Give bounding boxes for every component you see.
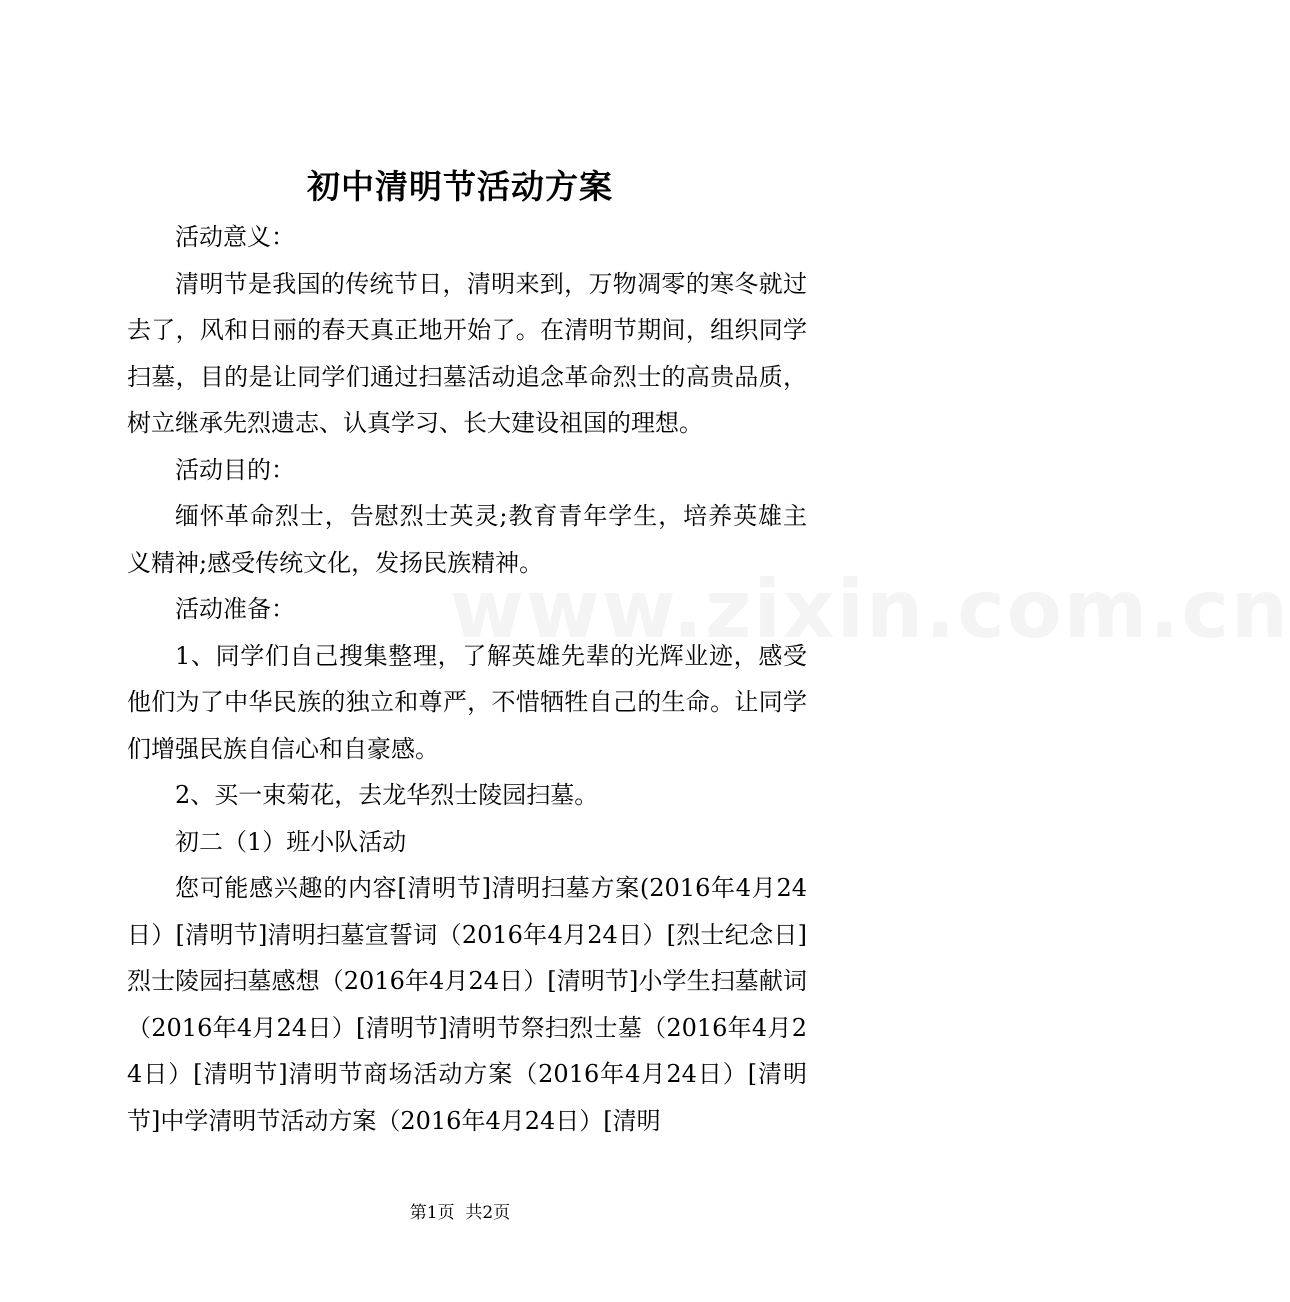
- paragraph-significance-heading: 活动意义：: [175, 223, 295, 251]
- page-footer: [0, 1198, 920, 1228]
- page-total: 共2页: [465, 1203, 511, 1223]
- page-number: 第1页: [409, 1203, 455, 1223]
- paragraph-preparation-2: 2、买一束菊花，去龙华烈士陵园扫墓。: [175, 781, 599, 809]
- paragraph-significance: 清明节是我国的传统节日，清明来到，万物凋零的寒冬就过去了，风和日丽的春天真正地开始了。在清明节期间，组织同学扫墓，目的是让同学们通过扫墓活动追念革命烈士的高贵品质，树立继承先烈遗志、认真学习、长大建设祖国的理想。: [127, 269, 807, 437]
- watermark-text: www.zixin.com.cn: [450, 563, 1290, 656]
- paragraph-class-activity: 初二（1）班小队活动: [175, 827, 407, 856]
- paragraph-purpose-heading: 活动目的：: [175, 455, 295, 484]
- document-body: [127, 214, 807, 1144]
- paragraph-purpose: 缅怀革命烈士，告慰烈士英灵;教育青年学生，培养英雄主义精神;感受传统文化，发扬民族精神。: [127, 502, 807, 577]
- paragraph-preparation-heading: 活动准备：: [175, 595, 295, 623]
- paragraph-related-content: 您可能感兴趣的内容[清明节]清明扫墓方案(2016年4月24日）[清明节]清明扫墓宣誓词（2016年4月24日）[烈士纪念日]烈士陵园扫墓感想（2016年4月24日）[清明节]小学生扫墓献词（2016年4月24日）[清明节]清明节祭扫烈士墓（2016年4月24日）[清明节]清明节商场活动方案（2016年4月24日）[清明节]中学清明节活动方案（2016年4月24日）[清明: [127, 874, 807, 1135]
- paragraph-preparation-1: 1、同学们自己搜集整理，了解英雄先辈的光辉业迹，感受他们为了中华民族的独立和尊严，不惜牺牲自己的生命。让同学们增强民族自信心和自豪感。: [127, 641, 807, 763]
- document-title: 初中清明节活动方案: [307, 167, 613, 206]
